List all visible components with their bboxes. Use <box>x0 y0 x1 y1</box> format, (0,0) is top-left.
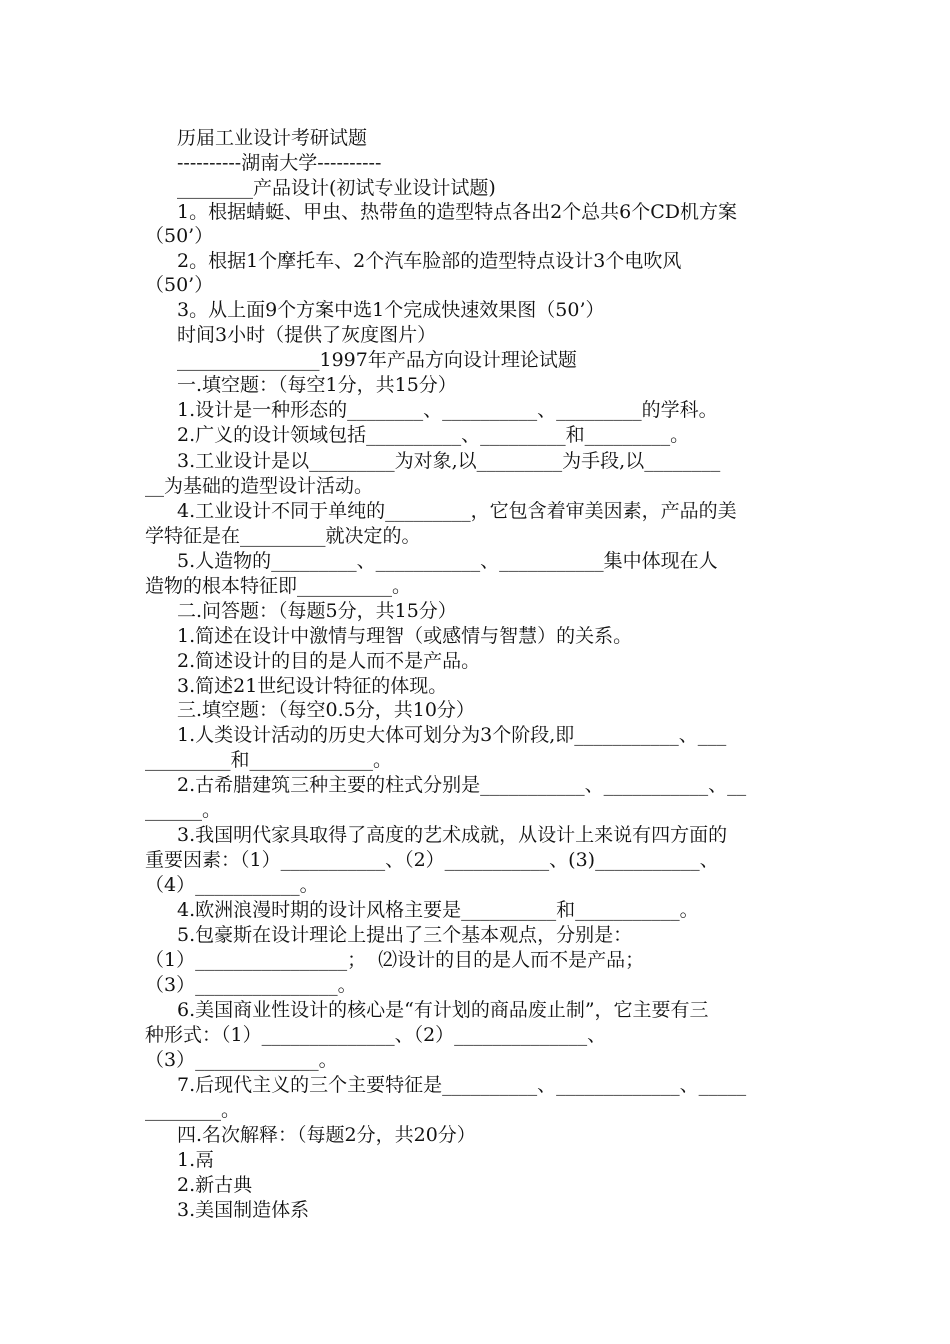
question-line: 种形式：（1）______________、（2）______________、 <box>145 1024 607 1046</box>
note-line: 时间3小时（提供了灰度图片） <box>177 324 437 346</box>
question-line: （1）________________； ⑵设计的目的是人而不是产品； <box>145 949 645 971</box>
document-title: 历届工业设计考研试题 <box>177 127 368 149</box>
question-line: （50’） <box>145 225 214 247</box>
part-heading: 二.问答题：（每题5分，共15分） <box>177 600 457 622</box>
question-line: （4）___________。 <box>145 874 319 896</box>
question-line: 2.简述设计的目的是人而不是产品。 <box>177 650 481 672</box>
question-line: （3）_______________。 <box>145 974 357 996</box>
question-line: 1。根据蜻蜓、甲虫、热带鱼的造型特点各出2个总共6个CD机方案 <box>177 201 738 223</box>
question-line: 重要因素：（1）___________、（2）___________、(3)___________、 <box>145 849 719 871</box>
part-heading: 四.名次解释：（每题2分，共20分） <box>177 1124 476 1146</box>
term-item: 3.美国制造体系 <box>177 1199 310 1221</box>
question-line: 造物的根本特征即__________。 <box>145 575 412 597</box>
question-line: 3.简述21世纪设计特征的体现。 <box>177 675 448 697</box>
question-line: 5.包豪斯在设计理论上提出了三个基本观点，分别是： <box>177 924 633 946</box>
question-line: 7.后现代主义的三个主要特征是__________、_____________、_____ <box>177 1074 747 1096</box>
question-line: 1.简述在设计中激情与理智（或感情与智慧）的关系。 <box>177 625 633 647</box>
question-line: 5.人造物的_________、___________、___________集中体现在人 <box>177 550 718 572</box>
question-line: __为基础的造型设计活动。 <box>145 475 374 497</box>
question-line: 1.设计是一种形态的________、__________、_________的学科。 <box>177 399 718 421</box>
term-item: 2.新古典 <box>177 1174 253 1196</box>
question-line: （3）_____________。 <box>145 1049 338 1071</box>
part-heading: 一.填空题：（每空1分，共15分） <box>177 374 457 396</box>
term-item: 1.鬲 <box>177 1149 215 1171</box>
question-line: 2。根据1个摩托车、2个汽车脸部的造型特点设计3个电吹风 <box>177 250 682 272</box>
question-line: 6.美国商业性设计的核心是“有计划的商品废止制”，它主要有三 <box>177 999 709 1021</box>
question-line: ______。 <box>145 799 222 821</box>
question-line: 4.工业设计不同于单纯的_________，它包含着审美因素，产品的美 <box>177 500 737 522</box>
part-heading: 三.填空题：（每空0.5分，共10分） <box>177 699 475 721</box>
question-line: 学特征是在_________就决定的。 <box>145 525 421 547</box>
question-line: 4.欧洲浪漫时期的设计风格主要是__________和___________。 <box>177 899 699 921</box>
question-line: ________。 <box>145 1099 241 1121</box>
question-line: 3.我国明代家具取得了高度的艺术成就，从设计上来说有四方面的 <box>177 824 728 846</box>
section-heading: _______________1997年产品方向设计理论试题 <box>177 349 577 371</box>
question-line: （50’） <box>145 274 214 296</box>
question-line: 2.广义的设计领域包括__________、_________和_________。 <box>177 424 690 446</box>
section-heading: ________产品设计(初试专业设计试题) <box>177 177 496 199</box>
question-line: 3.工业设计是以_________为对象,以_________为手段,以________ <box>177 450 721 472</box>
question-line: 3。从上面9个方案中选1个完成快速效果图（50’） <box>177 299 605 321</box>
question-line: _________和_____________。 <box>145 749 393 771</box>
question-line: 1.人类设计活动的历史大体可划分为3个阶段,即___________、___ <box>177 724 727 746</box>
question-line: 2.古希腊建筑三种主要的柱式分别是___________、___________、__ <box>177 774 747 796</box>
school-header: ----------湖南大学---------- <box>177 152 382 174</box>
